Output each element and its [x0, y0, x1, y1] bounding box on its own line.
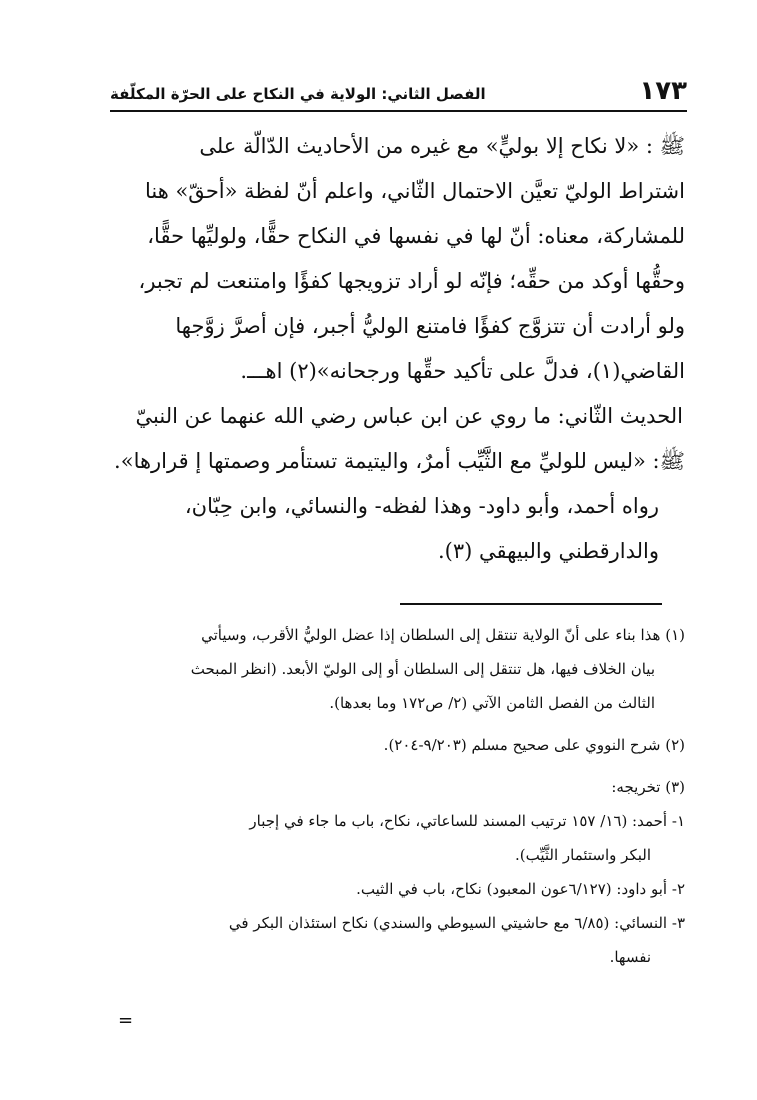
continuation-mark: = — [118, 1010, 134, 1031]
text-line: اشتراط الوليّ تعيَّن الاحتمال الثّاني، واعلم أنّ لفظة «أحقّ» هنا — [144, 179, 685, 203]
text-line: القاضي(١)، فدلَّ على تأكيد حقِّها ورجحانه»(٢) اهـــ. — [240, 359, 685, 383]
text-line: ﷺ: «ليس للوليِّ مع الثَّيِّب أمرٌ، واليتيمة تستأمر وصمتها إ قرارها». — [114, 449, 685, 473]
running-title: الفصل الثاني: الولاية في النكاح على الحرّة المكلّفة — [110, 85, 486, 103]
footnote-3-item: ٢- أبو داود: (٦/١٢٧عون المعبود) نكاح، باب في الثيب. — [356, 880, 685, 898]
page-header — [110, 72, 687, 106]
footnote-3-item-cont: البكر واستئمار الثَّيِّب). — [514, 846, 651, 864]
footnote-3-item-cont: نفسها. — [609, 948, 651, 966]
page-number: ١٧٣ — [639, 76, 687, 106]
text-line: والدارقطني والبيهقي (٣). — [437, 539, 659, 563]
main-text — [108, 124, 685, 574]
text-line: ﷺ : «لا نكاح إلا بوليٍّ» مع غيره من الأحاديث الدّالّة على — [199, 134, 685, 158]
footnote-separator — [400, 603, 662, 605]
header-rule — [110, 110, 687, 112]
footnote-1: (١) هذا بناء على أنّ الولاية تنتقل إلى السلطان إذا عضل الوليُّ الأقرب، وسيأتي — [201, 626, 685, 644]
footnote-1-cont: الثالث من الفصل الثامن الآتي (٢/ ص١٧٢ وما بعدها). — [329, 694, 655, 712]
footnote-3-heading: (٣) تخريجه: — [611, 778, 685, 796]
text-line: للمشاركة، معناه: أنّ لها في نفسها في النكاح حقًّا، ولوليِّها حقًّا، — [147, 224, 685, 248]
footnote-3-item: ١- أحمد: (١٦/ ١٥٧ ترتيب المسند للساعاتي، نكاح، باب ما جاء في إجبار — [249, 812, 685, 830]
text-line: وحقُّها أوكد من حقِّه؛ فإنّه لو أراد تزويجها كفؤًا وامتنعت لم تجبر، — [138, 269, 685, 293]
text-line: الحديث الثّاني: ما روي عن ابن عباس رضي الله عنهما عن النبيّ — [135, 404, 683, 428]
text-line: ولو أرادت أن تتزوَّج كفؤًا فامتنع الوليُّ أجبر، فإن أصرَّ زوَّجها — [175, 314, 685, 338]
footnote-2: (٢) شرح النووي على صحيح مسلم (٩/٢٠٣-٢٠٤). — [383, 736, 685, 754]
footnote-1-cont: بيان الخلاف فيها، هل تنتقل إلى السلطان أو إلى الوليّ الأبعد. (انظر المبحث — [190, 660, 655, 678]
footnotes — [108, 618, 685, 974]
text-line: رواه أحمد، وأبو داود- وهذا لفظه- والنسائي، وابن حِبّان، — [184, 494, 659, 518]
footnote-3-item: ٣- النسائي: (٦/٨٥ مع حاشيتي السيوطي والسندي) نكاح استئذان البكر في — [228, 914, 685, 932]
